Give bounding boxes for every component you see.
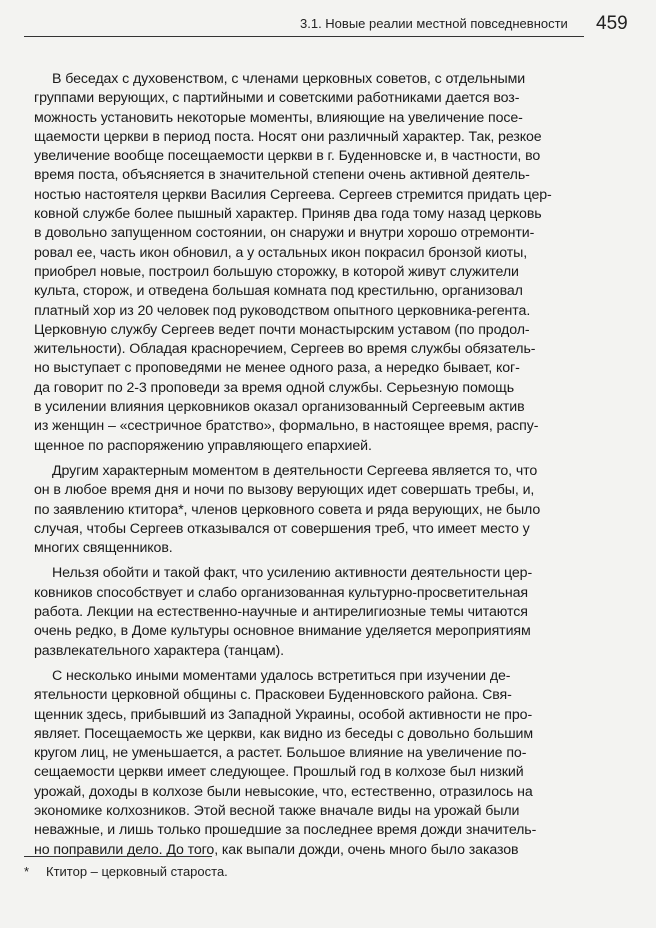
text-line: экономике колхозников. Этой весной также вначале виды на урожай были: [34, 802, 520, 819]
footnote-rule: [24, 856, 212, 857]
text-line: очень редко, в Доме культуры основное внимание уделяется мероприятиям: [34, 623, 531, 640]
text-line: В беседах с духовенством, с членами церковных советов, с отдельными: [52, 71, 526, 87]
text-line: увеличение вообще посещаемости церкви в г. Буденновске и, в частности, во: [34, 148, 541, 165]
paragraph: [34, 667, 580, 860]
text-line: щенник здесь, прибывший из Западной Украины, особой активности не про-: [34, 706, 533, 723]
footnote-text: Ктитор – церковный староста.: [46, 864, 228, 879]
text-line: развлекательного характера (танцам).: [34, 642, 285, 659]
text-line: группами верующих, с партийными и советскими работниками дается воз-: [34, 90, 520, 107]
text-line: время поста, объясняется в значительной степени очень активной деятель-: [34, 167, 530, 184]
text-line: в усилении влияния церковников оказал организованный Сергеевым актив: [34, 399, 525, 416]
text-line: Нельзя обойти и такой факт, что усилению активности деятельности цер-: [52, 565, 533, 582]
text-line: Другим характерным моментом в деятельности Сергеева является то, что: [52, 462, 538, 479]
text-line: урожай, доходы в колхозе были невысокие, что, естественно, отразилось на: [34, 783, 533, 800]
text-line: да говорит по 2-3 проповеди за время одной службы. Серьезную помощь: [34, 379, 515, 396]
text-line: ровал ее, часть икон обновил, а у остальных икон покрасил бронзой киоты,: [34, 244, 528, 261]
text-line: можность установить некоторые моменты, влияющие на увеличение посе-: [34, 109, 523, 126]
paragraph: [34, 70, 580, 456]
text-line: но выступает с проповедями не менее одного раза, а нередко бывает, ког-: [34, 360, 520, 377]
text-line: являет. Посещаемость же церкви, как видно из беседы с довольно большим: [34, 725, 534, 742]
text-line: работа. Лекции на естественно-научные и антирелигиозные темы читаются: [34, 604, 528, 621]
text-line: приобрел новые, построил большую сторожку, в которой живут служители: [34, 263, 519, 280]
body-text: [34, 70, 580, 866]
text-line: ностью настоятеля церкви Василия Сергеева. Сергеев стремится придать цер-: [34, 186, 552, 203]
text-line: ковников способствует и слабо организованная культурно-просветительная: [34, 584, 529, 601]
text-line: платный хор из 20 человек под руководством опытного церковника-регента.: [34, 302, 531, 319]
footnote: [24, 864, 228, 879]
text-line: случая, чтобы Сергеев отказывался от совершения треб, что имеет место у: [34, 520, 530, 537]
text-line: кругом лиц, не уменьшается, а растет. Большое влияние на увеличение по-: [34, 745, 527, 762]
paragraph: [34, 564, 580, 660]
text-line: С несколько иными моментами удалось встретиться при изучении де-: [52, 667, 511, 684]
page-number: 459: [596, 13, 628, 34]
text-line: ковной службе более пышный характер. Приняв два года тому назад церковь: [34, 206, 542, 223]
text-line: но поправили дело. До того, как выпали дожди, очень много было заказов: [34, 841, 519, 858]
footnote-mark: *: [24, 864, 30, 879]
text-line: по заявлению ктитора*, членов церковного совета и ряда верующих, не было: [34, 501, 541, 518]
text-line: культа, сторож, и отведена большая комната под крестильню, организовал: [34, 283, 523, 300]
text-line: жительности). Обладая красноречием, Сергеев во время службы обязатель-: [34, 341, 536, 358]
text-line: он в любое время дня и ночи по вызову верующих идет совершать требы, и,: [34, 482, 535, 499]
text-line: неважные, и лишь только прошедшие за последнее время дожди значитель-: [34, 822, 537, 839]
text-line: щенное по распоряжению управляющего епархией.: [34, 437, 372, 454]
text-line: Церковную службу Сергеев ведет почти монастырским уставом (по продол-: [34, 321, 530, 338]
running-head: 3.1. Новые реалии местной повседневности: [300, 16, 568, 31]
text-line: щаемости церкви в период поста. Носят они различный характер. Так, резкое: [34, 128, 542, 145]
text-line: из женщин – «сестричное братство», формально, в настоящее время, распу-: [34, 418, 539, 435]
header-rule: [24, 36, 584, 37]
text-line: сещаемости церкви имеет следующее. Прошлый год в колхозе был низкий: [34, 764, 524, 781]
text-line: ятельности церковной общины с. Прасковеи Буденновского района. Свя-: [34, 687, 512, 704]
text-line: в довольно запущенном состоянии, он снаружи и внутри хорошо отремонти-: [34, 225, 535, 242]
text-line: многих священников.: [34, 540, 173, 557]
paragraph: [34, 462, 580, 558]
